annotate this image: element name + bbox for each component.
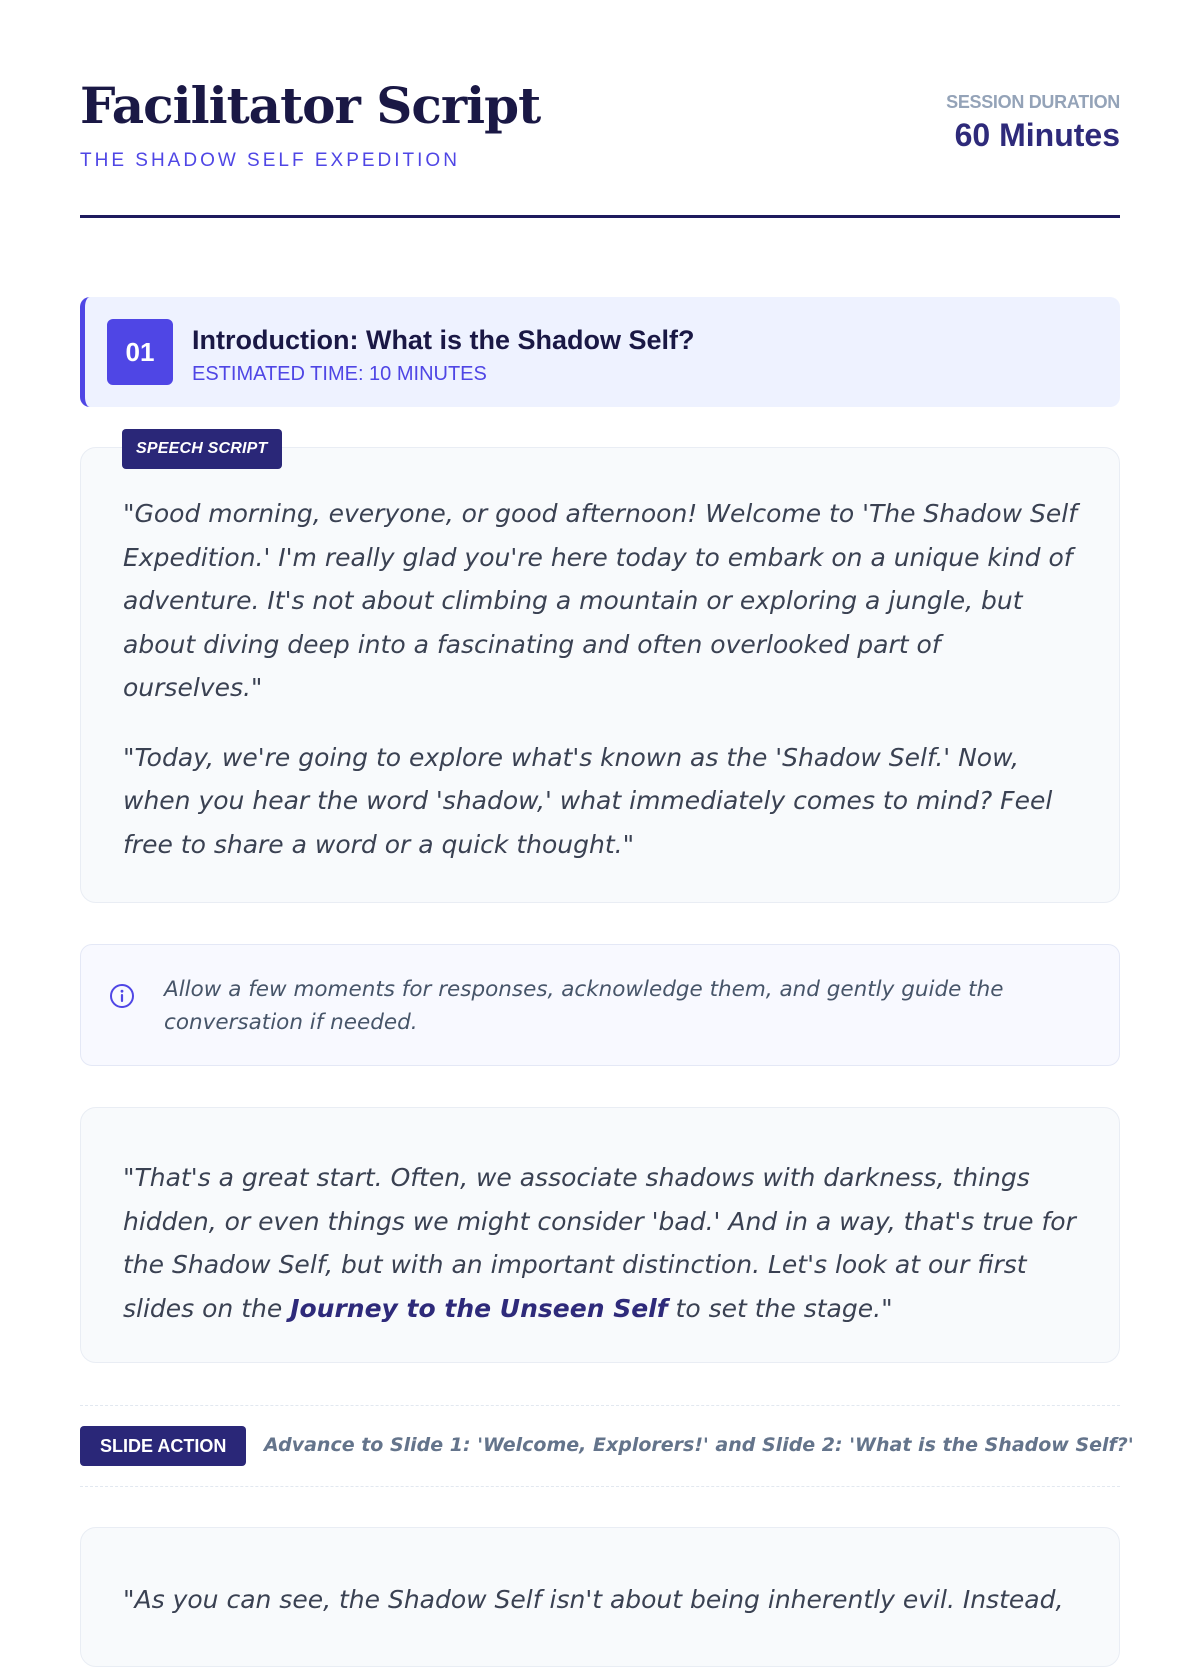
section-number: 01	[107, 319, 173, 385]
session-duration	[946, 92, 1120, 154]
slides-title-emphasis: Journey to the Unseen Self	[290, 1293, 668, 1323]
slide-action-badge: SLIDE ACTION	[80, 1426, 246, 1466]
script-paragraph: "Today, we're going to explore what's known as the 'Shadow Self.' Now, when you hear the word 'shadow,' what immediately comes to mind? Feel free to share a word or a quick thought."	[123, 742, 1053, 859]
script-text: to set the stage."	[667, 1293, 893, 1323]
section-header	[80, 297, 1120, 407]
speech-script-card	[80, 1107, 1120, 1363]
slide-action-text: Advance to Slide 1: 'Welcome, Explorers!' and Slide 2: 'What is the Shadow Self?'	[264, 1434, 1134, 1456]
speech-script-card	[80, 1527, 1120, 1667]
script-text: "That's a great start. Often, we associate shadows with darkness, things hidden, or even things we might consider 'bad.' And in a way, that's true for the Shadow Self, but with an important distinction. Let's look at our first slides on the	[123, 1163, 1076, 1323]
script-paragraph	[123, 1156, 1077, 1330]
page-subtitle: THE SHADOW SELF EXPEDITION	[80, 150, 460, 171]
page-header	[80, 0, 1120, 218]
speech-script-card	[80, 447, 1120, 903]
section-title: Introduction: What is the Shadow Self?	[192, 325, 695, 355]
facilitator-note-text: Allow a few moments for responses, acknowledge them, and gently guide the conversation if needed.	[164, 977, 1004, 1035]
speech-script-badge: SPEECH SCRIPT	[122, 429, 282, 469]
session-duration-label: SESSION DURATION	[946, 92, 1120, 112]
script-paragraph: "As you can see, the Shadow Self isn't about being inherently evil. Instead,	[123, 1585, 1064, 1614]
session-duration-value: 60 Minutes	[954, 117, 1120, 153]
slide-action-row	[80, 1405, 1134, 1487]
section-estimated-time: ESTIMATED TIME: 10 MINUTES	[192, 363, 487, 385]
facilitator-note	[80, 944, 1120, 1066]
page-title: Facilitator Script	[80, 76, 541, 135]
info-icon	[109, 983, 135, 1009]
script-paragraph: "Good morning, everyone, or good afternoon! Welcome to 'The Shadow Self Expedition.' I'm really glad you're here today to embark on a unique kind of adventure. It's not about climbing a mountain or exploring a jungle, but about diving deep into a fascinating and often overlooked part of ourselves."	[123, 499, 1077, 702]
